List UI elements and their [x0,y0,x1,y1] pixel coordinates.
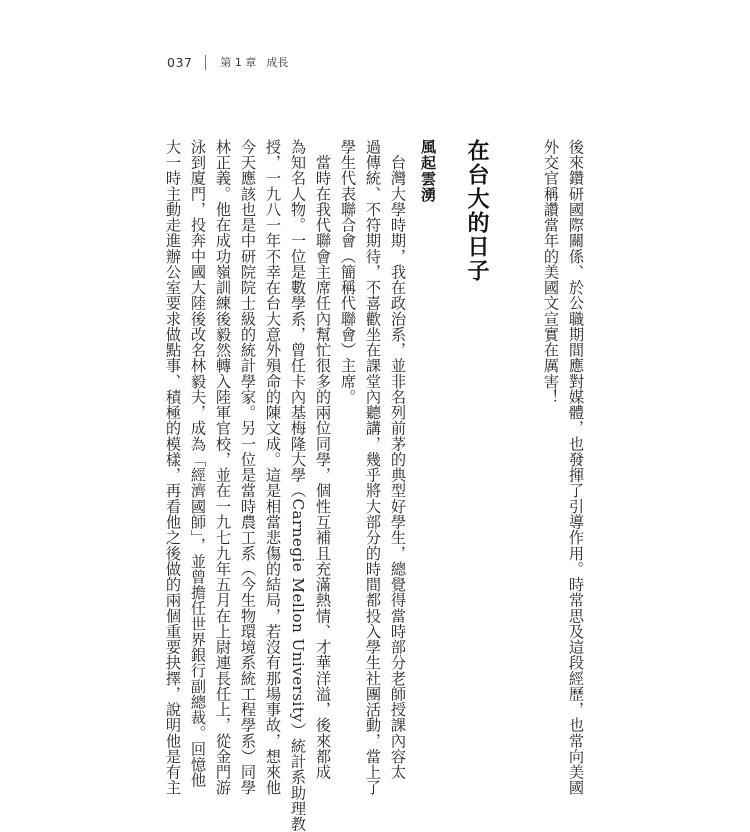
intro-line-2: 外交官稱讚當年的美國文宣實在厲害！ [542,139,560,405]
para2-line-1: 當時在我代聯會主席任內幫忙很多的兩位同學，個性互補且充滿熱情、才華洋溢，後來都成 [314,139,332,780]
vertical-text-body [164,139,585,832]
para2-line-6: 泳到廈門，投奔中國大陸後改名林毅夫，成為「經濟國師」，並曾擔任世界銀行副總裁。回憶他 [189,139,207,788]
para1-line-3: 學生代表聯合會（簡稱代聯會）主席。 [339,139,357,405]
subsection-title: 風起雲湧 [419,139,437,203]
page-number: 037 [167,54,193,70]
header-divider [205,55,206,70]
chapter-label: 第 1 章 [220,56,257,69]
para2-line-5: 林正義。他在成功嶺訓練後毅然轉入陸軍官校，並在一九七九年五月在上尉連長任上，從金門游 [214,139,232,796]
para2-line-3: 授，一九八一年不幸在台大意外殞命的陳文成。這是相當悲傷的結局，若沒有那場事故，想來他 [264,139,282,796]
section-title: 在台大的日子 [464,139,489,283]
para2-line-4: 今天應該也是中研院院士級的統計學家。另一位是當時農工系（今生物環境系統工程學系）同學 [239,139,257,796]
intro-line-1: 後來鑽研國際關係、於公職期間應對媒體，也發揮了引導作用。時常思及這段經歷，也常向美國 [567,139,585,796]
para1-line-2: 過傳統、不符期待，不喜歡坐在課堂內聽講，幾乎將大部分的時間都投入學生社團活動，當上了 [364,139,382,796]
para1-line-1: 台灣大學時期，我在政治系，並非名列前茅的典型好學生，總覺得當時部分老師授課內容太 [389,139,407,780]
para2-line-2: 為知名人物。一位是數學系，曾任卡內基梅隆大學（Carnegie Mellon University）統計系助理教 [289,139,307,832]
running-header [167,52,288,72]
chapter-title: 成長 [266,56,289,69]
para2-line-7: 大一時主動走進辦公室要求做點事、積極的模樣，再看他之後做的兩個重要抉擇，說明他是有主 [164,139,182,796]
